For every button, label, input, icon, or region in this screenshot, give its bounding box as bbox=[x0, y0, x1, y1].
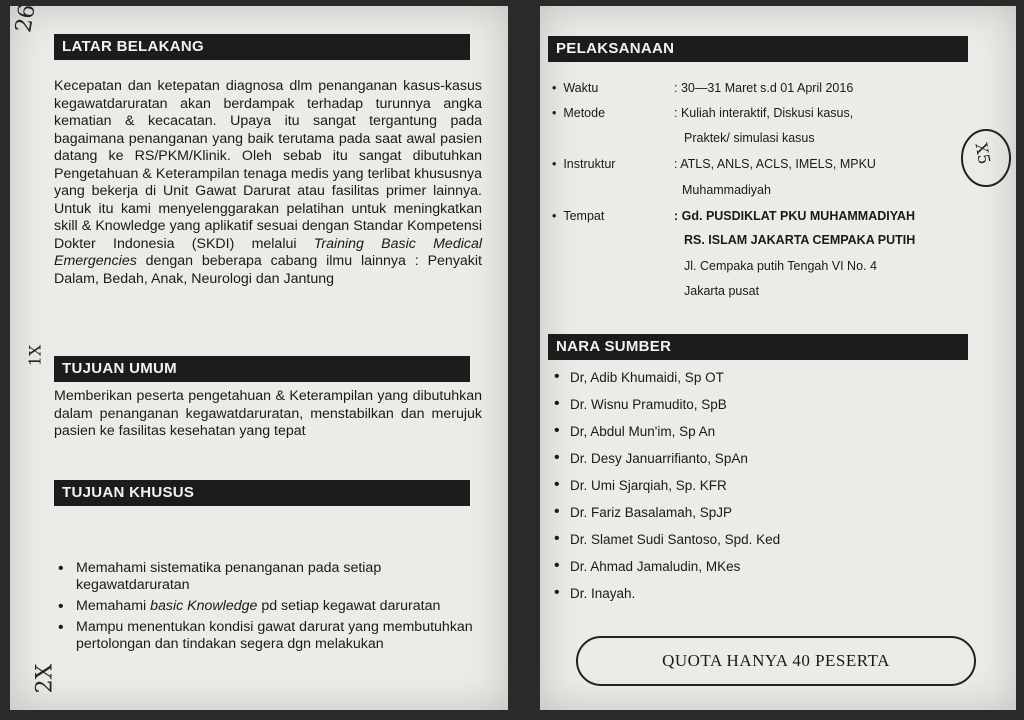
waktu-value: : 30—31 Maret s.d 01 April 2016 bbox=[674, 81, 854, 95]
tempat-label: • Tempat bbox=[552, 209, 605, 223]
item2-post: pd setiap kegawat daruratan bbox=[257, 598, 441, 614]
list-item bbox=[54, 598, 482, 615]
tempat-value-1: : Gd. PUSDIKLAT PKU MUHAMMADIYAH bbox=[674, 209, 915, 223]
item2-pre: Memahami bbox=[76, 598, 151, 614]
handwritten-mark-margin: 1X bbox=[25, 344, 45, 367]
instruktur-value-2: Muhammadiyah bbox=[682, 183, 771, 197]
speaker-item: • Dr. Wisnu Pramudito, SpB bbox=[540, 395, 960, 422]
speaker-item: • Dr, Abdul Mun'im, Sp An bbox=[540, 422, 960, 449]
speaker-item: • Dr. Inayah. bbox=[540, 584, 960, 611]
tempat-value-4: Jakarta pusat bbox=[684, 284, 760, 298]
handwritten-number-top: 26 bbox=[11, 2, 41, 35]
handwritten-mark-bottom: 2X bbox=[32, 663, 58, 694]
left-page bbox=[10, 2, 508, 710]
pelaksanaan-heading: PELAKSANAAN bbox=[548, 36, 968, 62]
speaker-item: • Dr. Umi Sjarqiah, Sp. KFR bbox=[540, 476, 960, 503]
instruktur-label: • Instruktur bbox=[552, 157, 616, 171]
speaker-item: • Dr, Adib Khumaidi, Sp OT bbox=[540, 368, 960, 395]
list-item: • Memahami sistematika penanganan pada setiap kegawatdaruratan bbox=[54, 560, 482, 594]
item2-italic: basic Knowledge bbox=[150, 598, 258, 614]
tujuan-umum-text: Memberikan peserta pengetahuan & Keterampilan yang dibutuhkan dalam penanganan kegawatdaruratan, menstabilkan dan merujuk pasien ke fasilitas kesehatan yang tepat bbox=[54, 388, 482, 439]
handwritten-circle-text: X5 bbox=[971, 141, 995, 166]
instruktur-value-1: : ATLS, ANLS, ACLS, IMELS, MPKU bbox=[674, 157, 876, 171]
tujuan-umum-heading: TUJUAN UMUM bbox=[54, 356, 470, 382]
latar-belakang-p1: Kecepatan dan ketepatan diagnosa dlm penanganan kasus-kasus kegawatdaruratan akan berdampak terhadap turunnya angka kematian & kecacatan. Upaya itu sangat tergantung pada bagaimana penanganan yang baik terutama pada saat awal pasien datang ke RS/PKM/Klinik. Oleh sebab itu sangat dibutuhkan Pengetahuan & Keterampilan tenaga medis yang terlibat khususnya yang bekerja di Unit Gawat Darurat atau fasilitas primer lainnya. Untuk itu kami menyelenggarakan pelatihan untuk meningkatkan skill & Knowledge yang aplikatif sesuai dengan Standar Kompetensi Dokter Indonesia (SKDI) melalui bbox=[54, 78, 482, 252]
latar-belakang-p1-end: dengan beberapa cabang ilmu lainnya : Penyakit Dalam, Bedah, Anak, Neurologi dan Jantung bbox=[54, 253, 482, 287]
metode-value-2: Praktek/ simulasi kasus bbox=[684, 131, 815, 145]
tujuan-khusus-heading: TUJUAN KHUSUS bbox=[54, 480, 470, 506]
nara-sumber-heading: NARA SUMBER bbox=[548, 334, 968, 360]
latar-belakang-text bbox=[54, 78, 482, 288]
metode-value-1: : Kuliah interaktif, Diskusi kasus, bbox=[674, 106, 854, 120]
speaker-item: • Dr. Desy Januarrifianto, SpAn bbox=[540, 449, 960, 476]
waktu-label: • Waktu bbox=[552, 81, 599, 95]
speaker-item: • Dr. Slamet Sudi Santoso, Spd. Ked bbox=[540, 530, 960, 557]
speaker-list bbox=[540, 368, 960, 611]
tujuan-khusus-list bbox=[54, 560, 482, 657]
right-page bbox=[540, 6, 1016, 710]
metode-label: • Metode bbox=[552, 106, 606, 120]
latar-belakang-heading: LATAR BELAKANG bbox=[54, 34, 470, 60]
pelaksanaan-details bbox=[552, 76, 952, 306]
training-title: Training Basic Medical Emergencies bbox=[54, 235, 482, 269]
speaker-item: • Dr. Ahmad Jamaludin, MKes bbox=[540, 557, 960, 584]
speaker-item: • Dr. Fariz Basalamah, SpJP bbox=[540, 503, 960, 530]
tempat-value-3: Jl. Cempaka putih Tengah VI No. 4 bbox=[684, 259, 877, 273]
quota-banner: QUOTA HANYA 40 PESERTA bbox=[576, 636, 976, 686]
list-item: • Mampu menentukan kondisi gawat darurat yang membutuhkan pertolongan dan tindakan segera dgn melakukan bbox=[54, 619, 482, 653]
tempat-value-2: RS. ISLAM JAKARTA CEMPAKA PUTIH bbox=[684, 233, 916, 247]
